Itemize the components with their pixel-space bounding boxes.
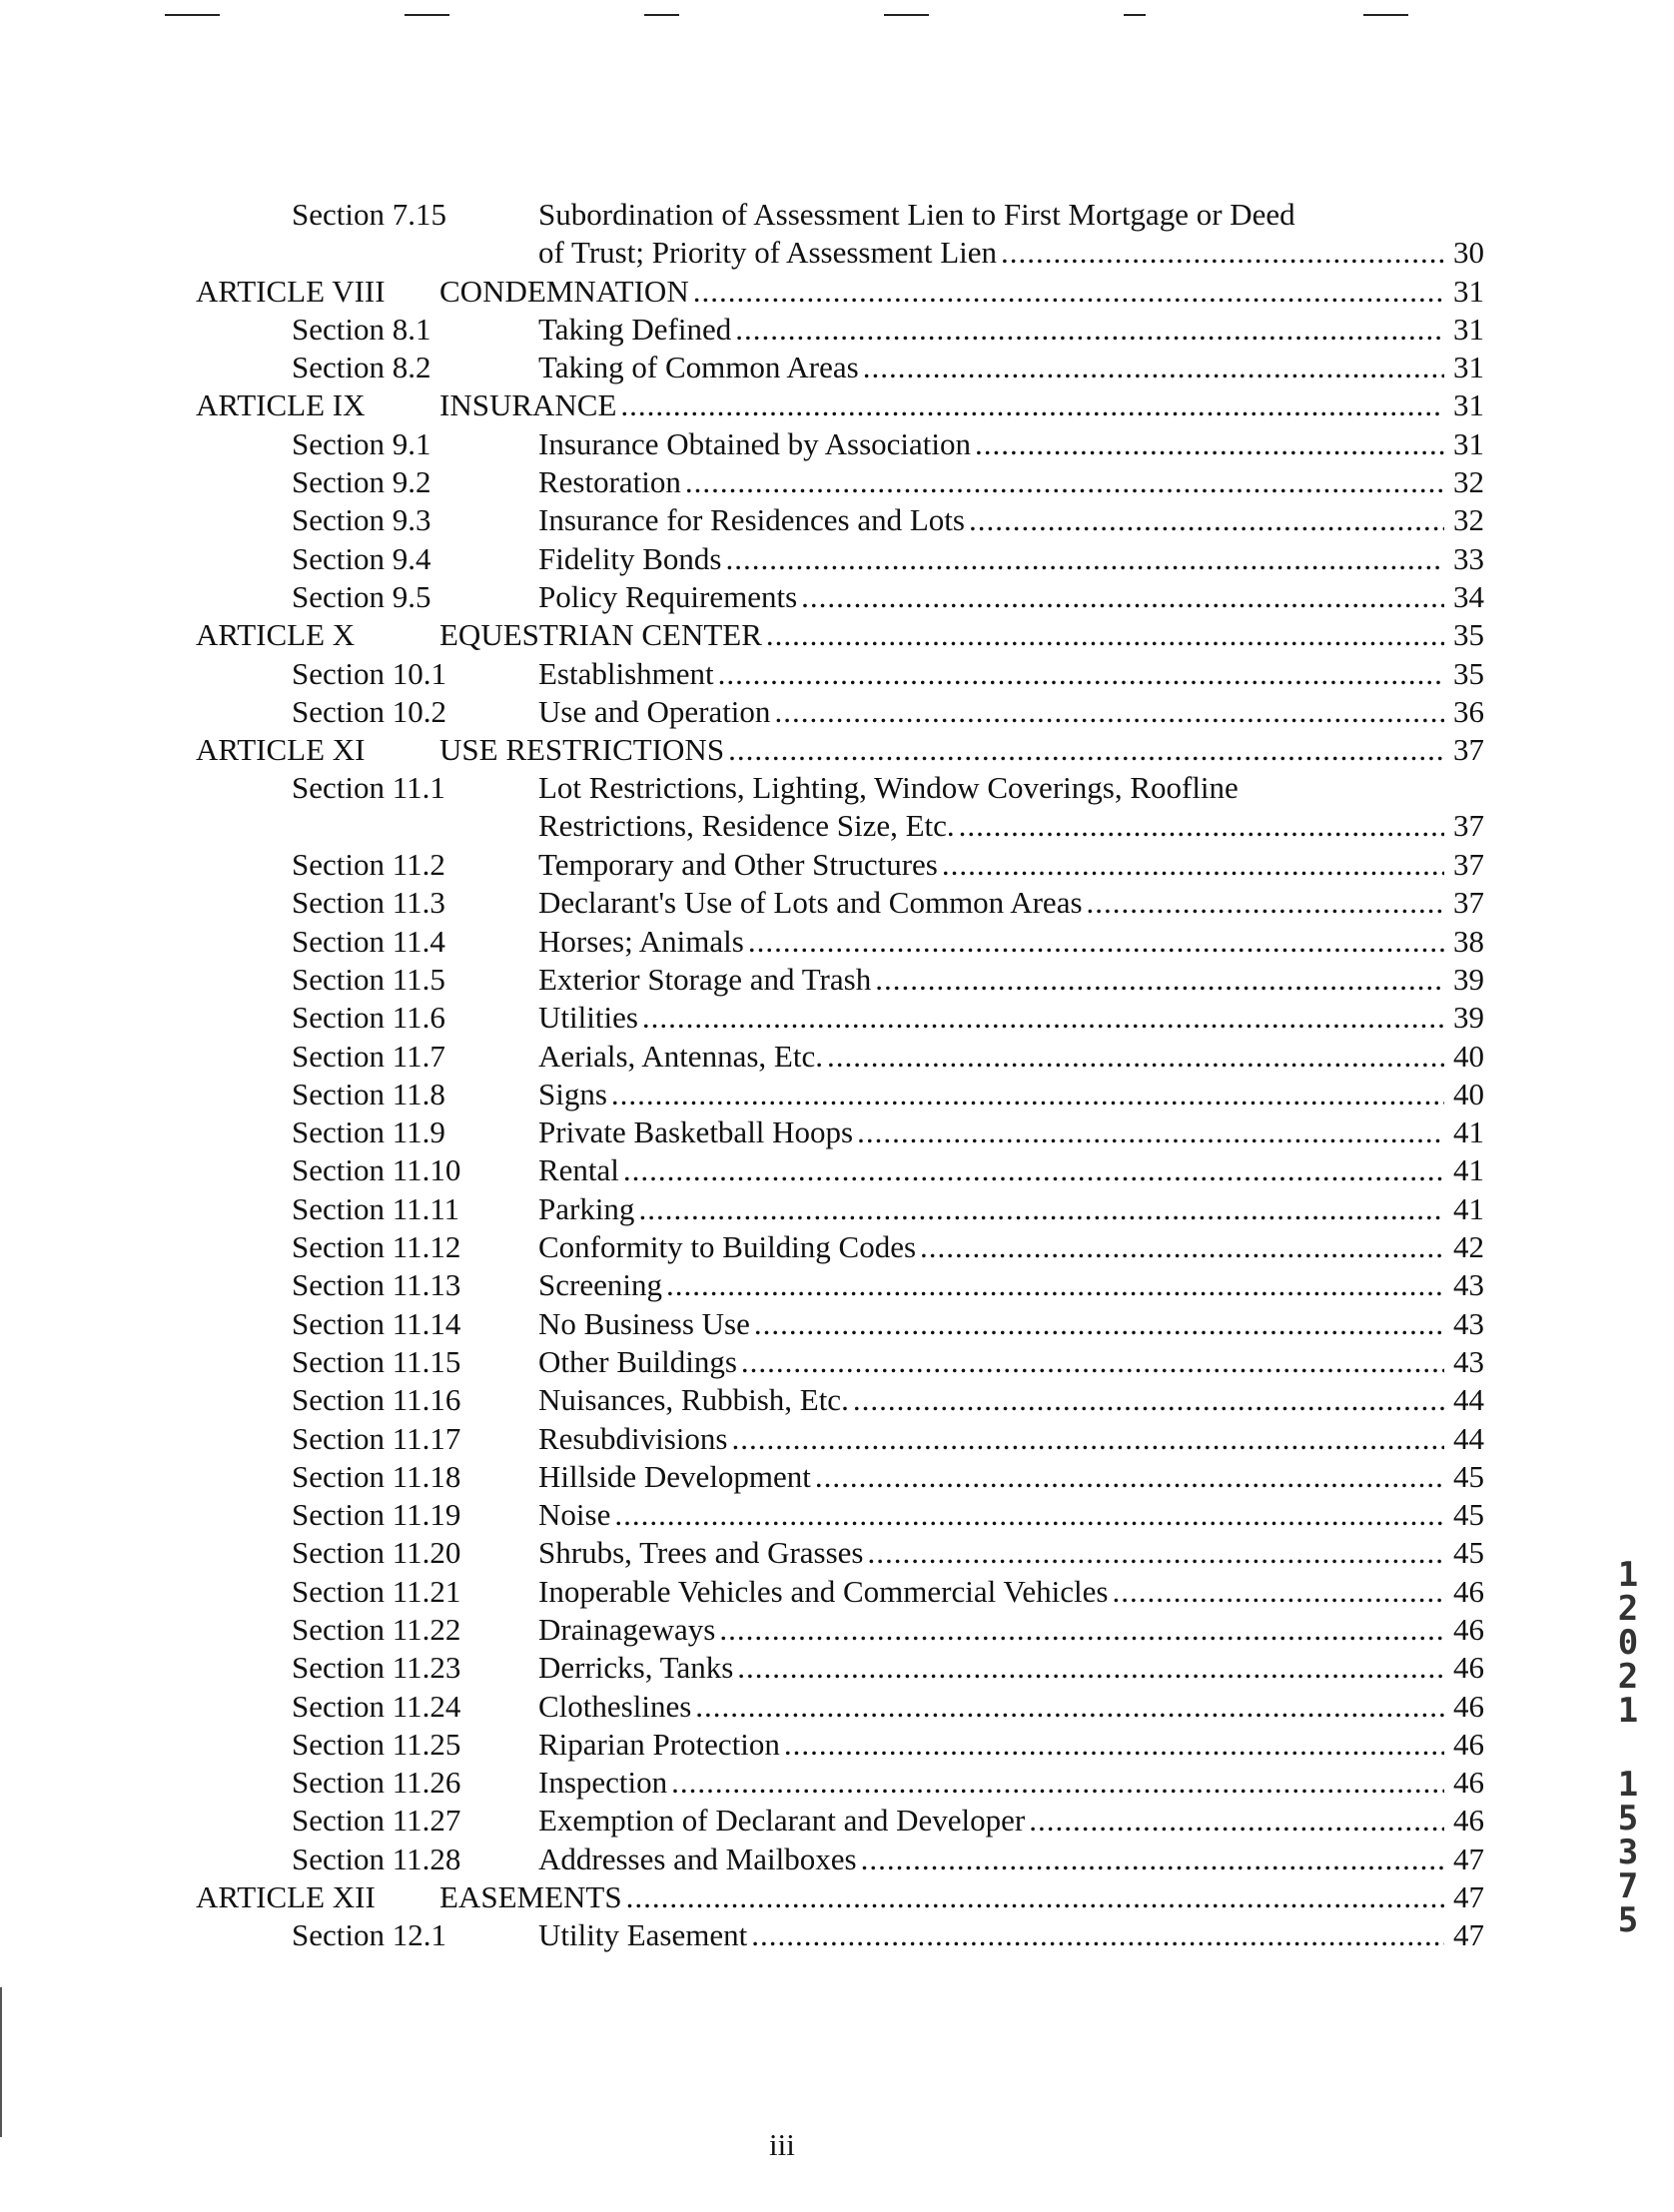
dot-leader: [671, 1764, 1444, 1802]
entry-title: Inspection: [538, 1765, 668, 1801]
article-label: ARTICLE IX: [196, 387, 366, 423]
page-ref: 46: [1453, 1765, 1484, 1801]
entry-title: No Business Use: [538, 1305, 750, 1341]
page-ref: 42: [1453, 1229, 1484, 1265]
section-label: Section 11.10: [292, 1152, 461, 1188]
entry: [538, 769, 1484, 845]
dot-leader: [774, 693, 1444, 731]
section-label: Section 11.12: [292, 1229, 461, 1265]
dot-leader: [741, 1343, 1444, 1381]
toc-section-row: [196, 769, 1484, 846]
entry-title: USE RESTRICTIONS: [439, 732, 725, 768]
dot-leader: [1112, 1573, 1444, 1611]
toc-section-row: [196, 1266, 1484, 1304]
scan-mark: [1124, 14, 1146, 16]
entry-title: Horses; Animals: [538, 923, 744, 959]
scan-edge-mark: [0, 1987, 2, 2137]
page-ref: 37: [1453, 885, 1484, 921]
entry-title: Exemption of Declarant and Developer: [538, 1803, 1026, 1839]
entry: [538, 923, 1484, 961]
toc-section-row: [196, 999, 1484, 1037]
dot-leader: [614, 1496, 1444, 1534]
entry: [538, 311, 1484, 349]
scan-mark: [644, 14, 679, 16]
toc-article-row: [196, 386, 1484, 424]
entry-title: Temporary and Other Structures: [538, 847, 938, 883]
entry-title: Declarant's Use of Lots and Common Areas: [538, 885, 1083, 921]
page-ref: 39: [1453, 1000, 1484, 1036]
section-label: Section 11.6: [292, 1000, 445, 1036]
dot-leader: [735, 311, 1444, 349]
entry: [538, 1764, 1484, 1802]
page-ref: 33: [1453, 540, 1484, 576]
section-label: Section 10.1: [292, 655, 446, 691]
entry-title: Inoperable Vehicles and Commercial Vehicles: [538, 1573, 1109, 1609]
section-label: Section 11.26: [292, 1765, 461, 1801]
section-label: Section 11.27: [292, 1803, 461, 1839]
section-label: Section 11.25: [292, 1726, 461, 1762]
entry-title: EQUESTRIAN CENTER: [439, 617, 762, 653]
section-label: Section 11.7: [292, 1038, 445, 1074]
toc-section-row: [196, 1726, 1484, 1764]
dot-leader: [959, 807, 1444, 845]
dot-leader: [626, 1878, 1444, 1916]
dot-leader: [857, 1113, 1444, 1151]
page-ref: 46: [1453, 1650, 1484, 1686]
entry-title: Establishment: [538, 655, 714, 691]
entry-title: Hillside Development: [538, 1458, 811, 1494]
entry: [538, 1228, 1484, 1266]
toc-section-row: [196, 463, 1484, 501]
page-ref: 41: [1453, 1114, 1484, 1150]
dot-leader: [766, 616, 1444, 654]
toc-section-row: [196, 540, 1484, 578]
article-label: ARTICLE VIII: [196, 273, 386, 309]
toc-section-row: [196, 1649, 1484, 1687]
dot-leader: [1001, 234, 1444, 272]
dot-leader: [942, 846, 1444, 884]
toc-section-row: [196, 349, 1484, 386]
toc-section-row: [196, 1038, 1484, 1076]
dot-leader: [861, 1841, 1444, 1878]
entry-title: Policy Requirements: [538, 578, 798, 614]
section-label: Section 11.17: [292, 1420, 461, 1456]
toc-section-row: [196, 1343, 1484, 1381]
toc-section-row: [196, 1113, 1484, 1151]
stamp-digit: 1: [1617, 1555, 1639, 1595]
section-label: Section 9.2: [292, 464, 431, 500]
page-ref: 46: [1453, 1688, 1484, 1724]
dot-leader: [754, 1305, 1444, 1343]
entry: [538, 1038, 1484, 1076]
page-ref: 44: [1453, 1382, 1484, 1418]
entry: [538, 1841, 1484, 1878]
toc-section-row: [196, 655, 1484, 693]
dot-leader: [718, 655, 1444, 693]
dot-leader: [1087, 884, 1444, 922]
toc-section-row: [196, 1458, 1484, 1496]
entry: [538, 1649, 1484, 1687]
stamp-digit: 7: [1617, 1866, 1639, 1906]
section-label: Section 11.8: [292, 1076, 445, 1111]
section-label: Section 11.23: [292, 1650, 461, 1686]
section-label: Section 9.1: [292, 425, 431, 461]
dot-leader: [623, 1151, 1444, 1189]
section-label: Section 11.18: [292, 1458, 461, 1494]
entry-title: Restoration: [538, 464, 681, 500]
entry-title: Other Buildings: [538, 1343, 737, 1379]
toc-section-row: [196, 1688, 1484, 1726]
entry: [538, 1726, 1484, 1764]
section-label: Section 11.20: [292, 1535, 461, 1571]
entry: [538, 349, 1484, 386]
stamp-digit: 1: [1617, 1765, 1639, 1805]
section-label: Section 11.19: [292, 1497, 461, 1533]
entry: [439, 731, 1484, 769]
entry: [538, 961, 1484, 999]
stamp-digit: 5: [1617, 1900, 1639, 1940]
entry-title: EASEMENTS: [439, 1879, 622, 1915]
page-ref: 38: [1453, 923, 1484, 959]
toc-section-row: [196, 501, 1484, 539]
toc-section-row: [196, 1573, 1484, 1611]
toc-section-row: [196, 196, 1484, 273]
toc-section-row: [196, 884, 1484, 922]
entry-title: Restrictions, Residence Size, Etc.: [538, 808, 955, 844]
entry: [538, 693, 1484, 731]
entry-title: Riparian Protection: [538, 1726, 780, 1762]
entry-title: Utilities: [538, 1000, 638, 1036]
entry: [538, 1802, 1484, 1840]
page-ref: 47: [1453, 1841, 1484, 1876]
entry-title: Utility Easement: [538, 1917, 748, 1953]
entry: [538, 1611, 1484, 1649]
stamp-digit: 5: [1617, 1799, 1639, 1839]
entry: [538, 1496, 1484, 1534]
toc-section-row: [196, 1841, 1484, 1878]
dot-leader: [815, 1458, 1444, 1496]
section-label: Section 9.3: [292, 502, 431, 538]
page-ref: 31: [1453, 273, 1484, 309]
dot-leader: [695, 1688, 1444, 1726]
entry: [538, 999, 1484, 1037]
entry: [538, 1190, 1484, 1228]
toc-section-row: [196, 1151, 1484, 1189]
dot-leader: [642, 999, 1444, 1037]
toc-section-row: [196, 1190, 1484, 1228]
section-label: Section 11.15: [292, 1343, 461, 1379]
scan-mark: [405, 14, 449, 16]
entry: [538, 1573, 1484, 1611]
entry-title: Screening: [538, 1267, 662, 1303]
page-ref: 47: [1453, 1879, 1484, 1915]
dot-leader: [666, 1266, 1444, 1304]
toc-article-row: [196, 731, 1484, 769]
page-ref: 40: [1453, 1038, 1484, 1074]
toc-section-row: [196, 1381, 1484, 1419]
document-stamp: [1608, 1555, 1648, 1940]
section-label: Section 11.1: [292, 770, 445, 806]
section-label: Section 11.5: [292, 961, 445, 997]
stamp-digit: 0: [1617, 1623, 1639, 1663]
toc-section-row: [196, 1764, 1484, 1802]
entry: [538, 1916, 1484, 1954]
entry: [538, 655, 1484, 693]
entry-title: Noise: [538, 1497, 611, 1533]
page-ref: 37: [1453, 847, 1484, 883]
page-ref: 46: [1453, 1803, 1484, 1839]
entry: [538, 1381, 1484, 1419]
stamp-digit: 2: [1617, 1657, 1639, 1697]
toc-article-row: [196, 1878, 1484, 1916]
entry-title: Taking Defined: [538, 311, 732, 347]
page-ref: 45: [1453, 1497, 1484, 1533]
entry: [538, 1305, 1484, 1343]
toc-section-row: [196, 693, 1484, 731]
entry-title: Insurance for Residences and Lots: [538, 502, 965, 538]
dot-leader: [975, 425, 1444, 463]
article-label: ARTICLE X: [196, 617, 356, 653]
page-ref: 46: [1453, 1611, 1484, 1647]
toc-section-row: [196, 1916, 1484, 1954]
page-ref: 41: [1453, 1190, 1484, 1226]
toc-section-row: [196, 311, 1484, 349]
toc-section-row: [196, 923, 1484, 961]
toc-section-row: [196, 1076, 1484, 1113]
toc-section-row: [196, 1305, 1484, 1343]
section-label: Section 11.13: [292, 1267, 461, 1303]
dot-leader: [868, 1534, 1445, 1572]
section-label: Section 11.3: [292, 885, 445, 921]
dot-leader: [731, 1420, 1444, 1458]
page-ref: 45: [1453, 1535, 1484, 1571]
entry: [538, 578, 1484, 616]
entry: [439, 273, 1484, 311]
page-ref: 35: [1453, 655, 1484, 691]
toc-section-row: [196, 1802, 1484, 1840]
entry-title: of Trust; Priority of Assessment Lien: [538, 235, 998, 270]
section-label: Section 11.2: [292, 847, 445, 883]
entry-title: Private Basketball Hoops: [538, 1114, 854, 1150]
entry: [538, 425, 1484, 463]
page-ref: 31: [1453, 311, 1484, 347]
dot-leader: [620, 386, 1444, 424]
toc-section-row: [196, 1228, 1484, 1266]
section-label: Section 11.9: [292, 1114, 445, 1150]
toc-section-row: [196, 1611, 1484, 1649]
entry-title: Taking of Common Areas: [538, 350, 859, 385]
entry: [439, 616, 1484, 654]
dot-leader: [751, 1916, 1444, 1954]
page-ref: 43: [1453, 1343, 1484, 1379]
entry: [439, 386, 1484, 424]
entry: [538, 884, 1484, 922]
section-label: Section 11.24: [292, 1688, 461, 1724]
entry-title: INSURANCE: [439, 387, 617, 423]
page-ref: 31: [1453, 425, 1484, 461]
entry: [538, 846, 1484, 884]
toc-section-row: [196, 1534, 1484, 1572]
page-ref: 32: [1453, 464, 1484, 500]
entry-title: Shrubs, Trees and Grasses: [538, 1535, 864, 1571]
stamp-digit: 1: [1617, 1691, 1639, 1731]
toc-section-row: [196, 846, 1484, 884]
dot-leader: [969, 501, 1444, 539]
page-ref: 46: [1453, 1726, 1484, 1762]
entry: [538, 1151, 1484, 1189]
entry-title: Addresses and Mailboxes: [538, 1841, 857, 1876]
section-label: Section 7.15: [292, 197, 446, 232]
section-label: Section 8.2: [292, 350, 431, 385]
entry-title: Fidelity Bonds: [538, 540, 722, 576]
dot-leader: [685, 463, 1444, 501]
entry-title: Nuisances, Rubbish, Etc.: [538, 1382, 849, 1418]
dot-leader: [827, 1038, 1444, 1076]
dot-leader: [920, 1228, 1444, 1266]
entry: [538, 1688, 1484, 1726]
dot-leader: [693, 273, 1444, 311]
stamp-digit: 3: [1617, 1833, 1639, 1872]
page-ref: 35: [1453, 617, 1484, 653]
entry: [538, 1266, 1484, 1304]
page-ref: 44: [1453, 1420, 1484, 1456]
entry-title: Drainageways: [538, 1611, 716, 1647]
dot-leader: [728, 731, 1444, 769]
section-label: Section 9.4: [292, 540, 431, 576]
toc-section-row: [196, 425, 1484, 463]
page-ref: 31: [1453, 387, 1484, 423]
scan-mark: [1363, 14, 1408, 16]
entry-title: Subordination of Assessment Lien to First Mortgage or Deed: [538, 197, 1295, 232]
dot-leader: [611, 1076, 1444, 1113]
entry-title: Signs: [538, 1076, 607, 1111]
dot-leader: [853, 1381, 1444, 1419]
stamp-digit: 2: [1617, 1589, 1639, 1629]
section-label: Section 11.4: [292, 923, 445, 959]
page-ref: 37: [1453, 732, 1484, 768]
entry-title: Clotheslines: [538, 1688, 692, 1724]
entry: [538, 1113, 1484, 1151]
entry-title: CONDEMNATION: [439, 273, 689, 309]
dot-leader: [725, 540, 1444, 578]
dot-leader: [737, 1649, 1444, 1687]
entry: [538, 501, 1484, 539]
dot-leader: [863, 349, 1444, 386]
page-ref: 36: [1453, 693, 1484, 729]
dot-leader: [1029, 1802, 1444, 1840]
article-label: ARTICLE XII: [196, 1879, 376, 1915]
dot-leader: [719, 1611, 1444, 1649]
toc-section-row: [196, 578, 1484, 616]
section-label: Section 11.22: [292, 1611, 461, 1647]
section-label: Section 11.16: [292, 1382, 461, 1418]
section-label: Section 11.21: [292, 1573, 461, 1609]
entry: [538, 196, 1484, 272]
entry-title: Derricks, Tanks: [538, 1650, 734, 1686]
scan-mark: [884, 14, 929, 16]
page-ref: 45: [1453, 1458, 1484, 1494]
page-ref: 32: [1453, 502, 1484, 538]
article-label: ARTICLE XI: [196, 732, 366, 768]
page-ref: 31: [1453, 350, 1484, 385]
dot-leader: [875, 961, 1444, 999]
page-ref: 43: [1453, 1267, 1484, 1303]
section-label: Section 9.5: [292, 578, 431, 614]
page-ref: 41: [1453, 1152, 1484, 1188]
page-ref: 40: [1453, 1076, 1484, 1111]
page-ref: 46: [1453, 1573, 1484, 1609]
entry-title: Conformity to Building Codes: [538, 1229, 917, 1265]
section-label: Section 11.14: [292, 1305, 461, 1341]
toc-article-row: [196, 273, 1484, 311]
entry-title: Aerials, Antennas, Etc.: [538, 1038, 823, 1074]
page-ref: 34: [1453, 578, 1484, 614]
section-label: Section 12.1: [292, 1917, 446, 1953]
scan-mark: [165, 14, 220, 16]
entry: [538, 1420, 1484, 1458]
section-label: Section 11.11: [292, 1190, 460, 1226]
toc-section-row: [196, 1420, 1484, 1458]
table-of-contents: [196, 196, 1484, 1955]
entry: [439, 1878, 1484, 1916]
page-ref: 39: [1453, 961, 1484, 997]
toc-section-row: [196, 1496, 1484, 1534]
entry-title: Rental: [538, 1152, 619, 1188]
page-number: iii: [769, 2127, 795, 2162]
dot-leader: [784, 1726, 1444, 1764]
dot-leader: [638, 1190, 1444, 1228]
entry: [538, 1343, 1484, 1381]
entry-title: Resubdivisions: [538, 1420, 728, 1456]
section-label: Section 10.2: [292, 693, 446, 729]
entry-title: Insurance Obtained by Association: [538, 425, 972, 461]
entry-title: Exterior Storage and Trash: [538, 961, 872, 997]
entry: [538, 1076, 1484, 1113]
entry: [538, 463, 1484, 501]
section-label: Section 11.28: [292, 1841, 461, 1876]
toc-section-row: [196, 961, 1484, 999]
toc-article-row: [196, 616, 1484, 654]
entry: [538, 1458, 1484, 1496]
entry: [538, 540, 1484, 578]
entry-title: Use and Operation: [538, 693, 771, 729]
page-ref: 43: [1453, 1305, 1484, 1341]
dot-leader: [801, 578, 1444, 616]
dot-leader: [748, 923, 1444, 961]
page-ref: 47: [1453, 1917, 1484, 1953]
entry-title: Lot Restrictions, Lighting, Window Coverings, Roofline: [538, 770, 1239, 806]
section-label: Section 8.1: [292, 311, 431, 347]
page-ref: 30: [1453, 235, 1484, 270]
entry-title: Parking: [538, 1190, 635, 1226]
page-ref: 37: [1453, 808, 1484, 844]
entry: [538, 1534, 1484, 1572]
